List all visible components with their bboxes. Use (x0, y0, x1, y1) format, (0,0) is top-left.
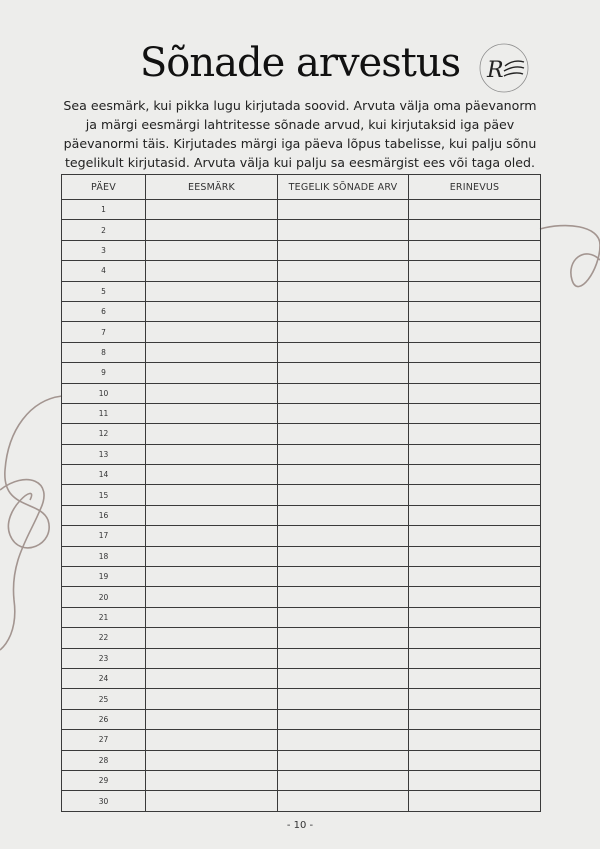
day-cell: 30 (62, 791, 146, 811)
actual-words-cell[interactable] (278, 546, 409, 566)
difference-cell[interactable] (409, 505, 541, 525)
difference-cell[interactable] (409, 648, 541, 668)
day-cell: 19 (62, 567, 146, 587)
difference-cell[interactable] (409, 363, 541, 383)
difference-cell[interactable] (409, 750, 541, 770)
table-row (62, 526, 541, 546)
goal-cell[interactable] (146, 587, 278, 607)
day-cell: 12 (62, 424, 146, 444)
actual-words-cell[interactable] (278, 342, 409, 362)
difference-cell[interactable] (409, 730, 541, 750)
actual-words-cell[interactable] (278, 200, 409, 220)
goal-cell[interactable] (146, 240, 278, 260)
difference-cell[interactable] (409, 791, 541, 811)
day-cell: 3 (62, 240, 146, 260)
actual-words-cell[interactable] (278, 220, 409, 240)
table-row (62, 770, 541, 790)
goal-cell[interactable] (146, 363, 278, 383)
day-cell: 18 (62, 546, 146, 566)
goal-cell[interactable] (146, 689, 278, 709)
difference-cell[interactable] (409, 689, 541, 709)
table-header-row (62, 175, 541, 200)
goal-cell[interactable] (146, 383, 278, 403)
day-cell: 23 (62, 648, 146, 668)
table-row (62, 465, 541, 485)
actual-words-cell[interactable] (278, 281, 409, 301)
difference-cell[interactable] (409, 301, 541, 321)
actual-words-cell[interactable] (278, 383, 409, 403)
table-row (62, 628, 541, 648)
actual-words-cell[interactable] (278, 607, 409, 627)
actual-words-cell[interactable] (278, 424, 409, 444)
actual-words-cell[interactable] (278, 730, 409, 750)
actual-words-cell[interactable] (278, 301, 409, 321)
table-row (62, 322, 541, 342)
table-row (62, 791, 541, 811)
goal-cell[interactable] (146, 567, 278, 587)
actual-words-cell[interactable] (278, 322, 409, 342)
actual-words-cell[interactable] (278, 689, 409, 709)
table-row (62, 587, 541, 607)
difference-cell[interactable] (409, 628, 541, 648)
day-cell: 2 (62, 220, 146, 240)
difference-cell[interactable] (409, 465, 541, 485)
table-row (62, 383, 541, 403)
day-cell: 7 (62, 322, 146, 342)
difference-cell[interactable] (409, 240, 541, 260)
goal-cell[interactable] (146, 220, 278, 240)
goal-cell[interactable] (146, 628, 278, 648)
table-row (62, 505, 541, 525)
day-cell: 9 (62, 363, 146, 383)
table-row (62, 750, 541, 770)
goal-cell[interactable] (146, 444, 278, 464)
day-cell: 27 (62, 730, 146, 750)
table-row (62, 261, 541, 281)
difference-cell[interactable] (409, 607, 541, 627)
word-count-table (61, 174, 541, 812)
goal-cell[interactable] (146, 505, 278, 525)
day-cell: 28 (62, 750, 146, 770)
logo-letter: R (487, 58, 504, 83)
goal-cell[interactable] (146, 261, 278, 281)
actual-words-cell[interactable] (278, 240, 409, 260)
day-cell: 10 (62, 383, 146, 403)
difference-cell[interactable] (409, 444, 541, 464)
table-row (62, 240, 541, 260)
goal-cell[interactable] (146, 668, 278, 688)
goal-cell[interactable] (146, 709, 278, 729)
table-row (62, 342, 541, 362)
day-cell: 26 (62, 709, 146, 729)
difference-cell[interactable] (409, 403, 541, 423)
actual-words-cell[interactable] (278, 709, 409, 729)
goal-cell[interactable] (146, 730, 278, 750)
rv-logo-icon (478, 42, 530, 94)
day-cell: 16 (62, 505, 146, 525)
day-cell: 20 (62, 587, 146, 607)
difference-cell[interactable] (409, 587, 541, 607)
header-day: PÄEV (62, 175, 146, 200)
header-goal: EESMÄRK (146, 175, 278, 200)
actual-words-cell[interactable] (278, 567, 409, 587)
goal-cell[interactable] (146, 301, 278, 321)
table-row (62, 200, 541, 220)
difference-cell[interactable] (409, 261, 541, 281)
table-row (62, 444, 541, 464)
actual-words-cell[interactable] (278, 526, 409, 546)
day-cell: 11 (62, 403, 146, 423)
table-row (62, 709, 541, 729)
page-number: - 10 - (286, 820, 314, 831)
difference-cell[interactable] (409, 281, 541, 301)
day-cell: 14 (62, 465, 146, 485)
day-cell: 29 (62, 770, 146, 790)
actual-words-cell[interactable] (278, 465, 409, 485)
table-row (62, 220, 541, 240)
header-difference: ERINEVUS (409, 175, 541, 200)
table-row (62, 567, 541, 587)
goal-cell[interactable] (146, 424, 278, 444)
table-row (62, 363, 541, 383)
difference-cell[interactable] (409, 526, 541, 546)
difference-cell[interactable] (409, 383, 541, 403)
table-row (62, 281, 541, 301)
actual-words-cell[interactable] (278, 628, 409, 648)
actual-words-cell[interactable] (278, 403, 409, 423)
goal-cell[interactable] (146, 465, 278, 485)
goal-cell[interactable] (146, 322, 278, 342)
goal-cell[interactable] (146, 342, 278, 362)
goal-cell[interactable] (146, 770, 278, 790)
right-swirl (540, 226, 600, 287)
goal-cell[interactable] (146, 648, 278, 668)
goal-cell[interactable] (146, 281, 278, 301)
difference-cell[interactable] (409, 709, 541, 729)
left-swirl-lower (0, 480, 44, 650)
day-cell: 21 (62, 607, 146, 627)
difference-cell[interactable] (409, 424, 541, 444)
difference-cell[interactable] (409, 200, 541, 220)
difference-cell[interactable] (409, 668, 541, 688)
goal-cell[interactable] (146, 485, 278, 505)
difference-cell[interactable] (409, 220, 541, 240)
actual-words-cell[interactable] (278, 648, 409, 668)
instructions-paragraph: Sea eesmärk, kui pikka lugu kirjutada soovid. Arvuta välja oma päevanorm ja märgi eesmärgi lahtritesse sõnade arvud, kui kirjutaksid iga päev päevanormi täis. Kirjutades märgi iga päeva lõpus tabelisse, kui palju sõnu tegelikult kirjutasid. Arvuta välja kui palju sa eesmärgist ees või taga oled. (63, 98, 537, 170)
header-actual-words: TEGELIK SÕNADE ARV (278, 175, 409, 200)
table-row (62, 424, 541, 444)
table-row (62, 668, 541, 688)
day-cell: 6 (62, 301, 146, 321)
difference-cell[interactable] (409, 770, 541, 790)
goal-cell[interactable] (146, 607, 278, 627)
goal-cell[interactable] (146, 526, 278, 546)
actual-words-cell[interactable] (278, 505, 409, 525)
table-row (62, 546, 541, 566)
table-row (62, 689, 541, 709)
table-row (62, 301, 541, 321)
day-cell: 8 (62, 342, 146, 362)
day-cell: 5 (62, 281, 146, 301)
actual-words-cell[interactable] (278, 750, 409, 770)
day-cell: 1 (62, 200, 146, 220)
actual-words-cell[interactable] (278, 485, 409, 505)
actual-words-cell[interactable] (278, 770, 409, 790)
table-row (62, 403, 541, 423)
page-title: Sõnade arvestus (139, 40, 461, 86)
actual-words-cell[interactable] (278, 261, 409, 281)
day-cell: 15 (62, 485, 146, 505)
day-cell: 24 (62, 668, 146, 688)
actual-words-cell[interactable] (278, 587, 409, 607)
day-cell: 17 (62, 526, 146, 546)
goal-cell[interactable] (146, 791, 278, 811)
day-cell: 25 (62, 689, 146, 709)
goal-cell[interactable] (146, 200, 278, 220)
goal-cell[interactable] (146, 750, 278, 770)
difference-cell[interactable] (409, 546, 541, 566)
table-row (62, 485, 541, 505)
actual-words-cell[interactable] (278, 668, 409, 688)
actual-words-cell[interactable] (278, 791, 409, 811)
actual-words-cell[interactable] (278, 444, 409, 464)
day-cell: 4 (62, 261, 146, 281)
table-row (62, 607, 541, 627)
difference-cell[interactable] (409, 342, 541, 362)
goal-cell[interactable] (146, 546, 278, 566)
actual-words-cell[interactable] (278, 363, 409, 383)
difference-cell[interactable] (409, 322, 541, 342)
table-row (62, 730, 541, 750)
table-row (62, 648, 541, 668)
difference-cell[interactable] (409, 567, 541, 587)
day-cell: 13 (62, 444, 146, 464)
day-cell: 22 (62, 628, 146, 648)
difference-cell[interactable] (409, 485, 541, 505)
goal-cell[interactable] (146, 403, 278, 423)
